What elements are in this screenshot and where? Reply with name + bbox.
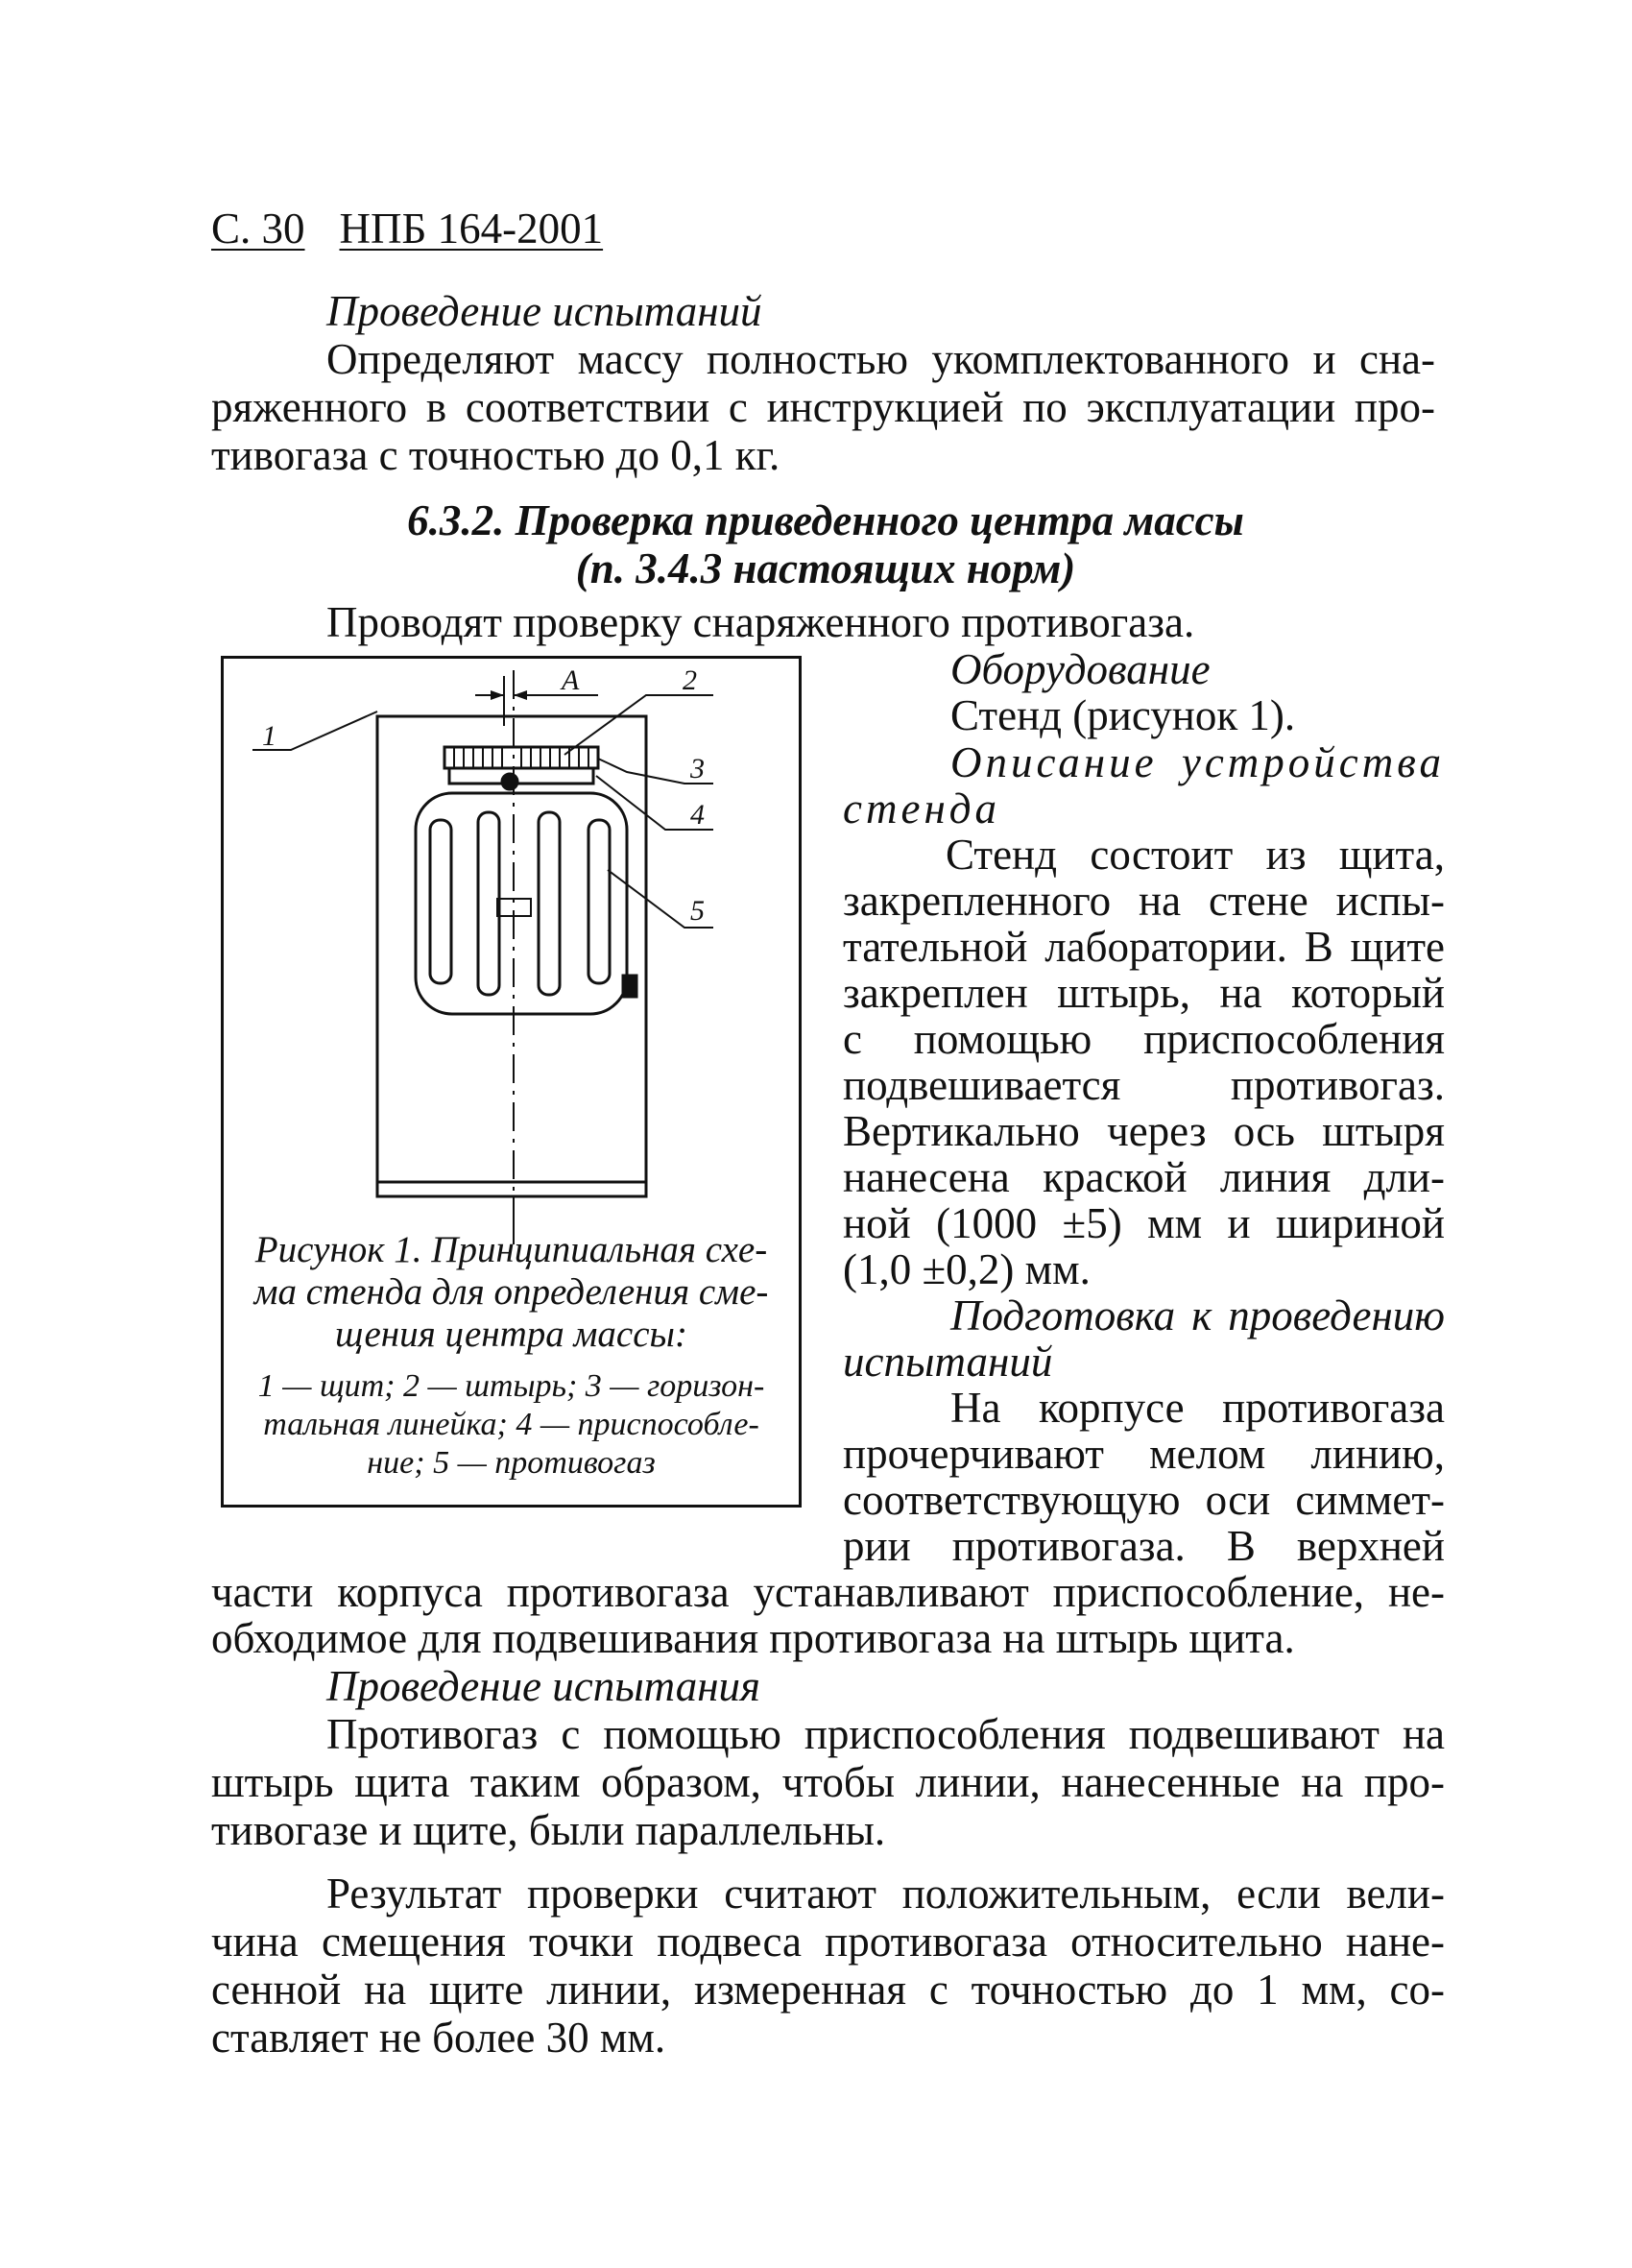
figure-legend-2: тальная линейка; 4 — приспособле-	[263, 1407, 759, 1442]
label-5: 5	[690, 895, 705, 927]
section-heading-2: (п. 3.4.3 настоящих норм)	[575, 544, 1076, 592]
description-line-9: ной (1000 ±5) мм и шириной	[843, 1199, 1445, 1247]
preparation-line-4: рии противогаза. В верхней	[843, 1522, 1445, 1570]
description-line-8: нанесена краской линия дли-	[843, 1153, 1445, 1201]
sec1-title: Проведение испытаний	[326, 287, 762, 335]
sec1-line-3: тивогаза с точностью до 0,1 кг.	[211, 431, 780, 479]
figure-caption-3: щения центра массы:	[335, 1314, 687, 1355]
label-3: 3	[690, 753, 705, 784]
standard-code: НПБ 164-2001	[339, 205, 604, 253]
sec1-line-2: ряженного в соответствии с инструкцией по эксплуатации про-	[211, 383, 1435, 431]
figure-legend-3: ние; 5 — противогаз	[367, 1445, 656, 1481]
test-line-3: тивогазе и щите, были параллельны.	[211, 1806, 886, 1854]
figure-caption-2: ма стенда для определения сме-	[253, 1271, 769, 1313]
equipment-title: Оборудование	[950, 645, 1211, 693]
pin	[502, 774, 517, 789]
test-line-1: Противогаз с помощью приспособления подвешивают на	[326, 1710, 1445, 1758]
result-line-1: Результат проверки считают положительным, если вели-	[326, 1870, 1445, 1918]
description-line-6: подвешивается противогаз.	[843, 1061, 1445, 1109]
figure-caption-1: Рисунок 1. Принципиальная схе-	[254, 1229, 768, 1270]
preparation-title-1: Подготовка к проведению	[950, 1291, 1445, 1339]
preparation-line-3: соответствующую оси симмет-	[843, 1476, 1445, 1524]
label-4: 4	[690, 799, 705, 831]
section-intro: Проводят проверку снаряженного противогаза.	[326, 598, 1195, 646]
equipment-text: Стенд (рисунок 1).	[950, 691, 1296, 739]
test-line-2: штырь щита таким образом, чтобы линии, нанесенные на про-	[211, 1758, 1445, 1806]
description-line-3: тательной лаборатории. В щите	[843, 923, 1445, 971]
dimension-label: A	[562, 664, 580, 696]
description-line-4: закреплен штырь, на который	[843, 969, 1445, 1017]
description-line-10: (1,0 ±0,2) мм.	[843, 1245, 1091, 1293]
fixture	[449, 768, 593, 784]
description-line-5: с помощью приспособления	[843, 1015, 1445, 1063]
preparation-cont-1: части корпуса противогаза устанавливают приспособление, не-	[211, 1568, 1445, 1616]
result-line-3: сенной на щите линии, измеренная с точностью до 1 мм, со-	[211, 1966, 1445, 2014]
label-2: 2	[683, 664, 697, 696]
preparation-cont-2: обходимое для подвешивания противогаза на штырь щита.	[211, 1614, 1295, 1662]
preparation-title-2: испытаний	[843, 1338, 1053, 1386]
description-line-2: закрепленного на стене испы-	[843, 877, 1445, 925]
section-heading-1: 6.3.2. Проверка приведенного центра массы	[407, 496, 1244, 544]
figure-legend-1: 1 — щит; 2 — штырь; 3 — горизон-	[257, 1368, 765, 1404]
description-title-2: стенда	[843, 784, 1001, 832]
page-header	[211, 205, 637, 252]
description-line-7: Вертикально через ось штыря	[843, 1107, 1445, 1155]
result-line-4: ставляет не более 30 мм.	[211, 2014, 666, 2062]
label-1: 1	[262, 720, 276, 752]
description-line-1: Стенд состоит из щита,	[946, 831, 1445, 879]
description-title-1: Описание устройства	[950, 738, 1445, 786]
sec1-line-1: Определяют массу полностью укомплектованного и сна-	[326, 335, 1435, 383]
test-title: Проведение испытания	[326, 1662, 760, 1710]
page-number: С. 30	[211, 205, 305, 253]
result-line-2: чина смещения точки подвеса противогаза относительно нане-	[211, 1918, 1445, 1966]
preparation-line-1: На корпусе противогаза	[950, 1384, 1445, 1432]
preparation-line-2: прочерчивают мелом линию,	[843, 1430, 1445, 1478]
figure-1	[221, 656, 802, 1508]
